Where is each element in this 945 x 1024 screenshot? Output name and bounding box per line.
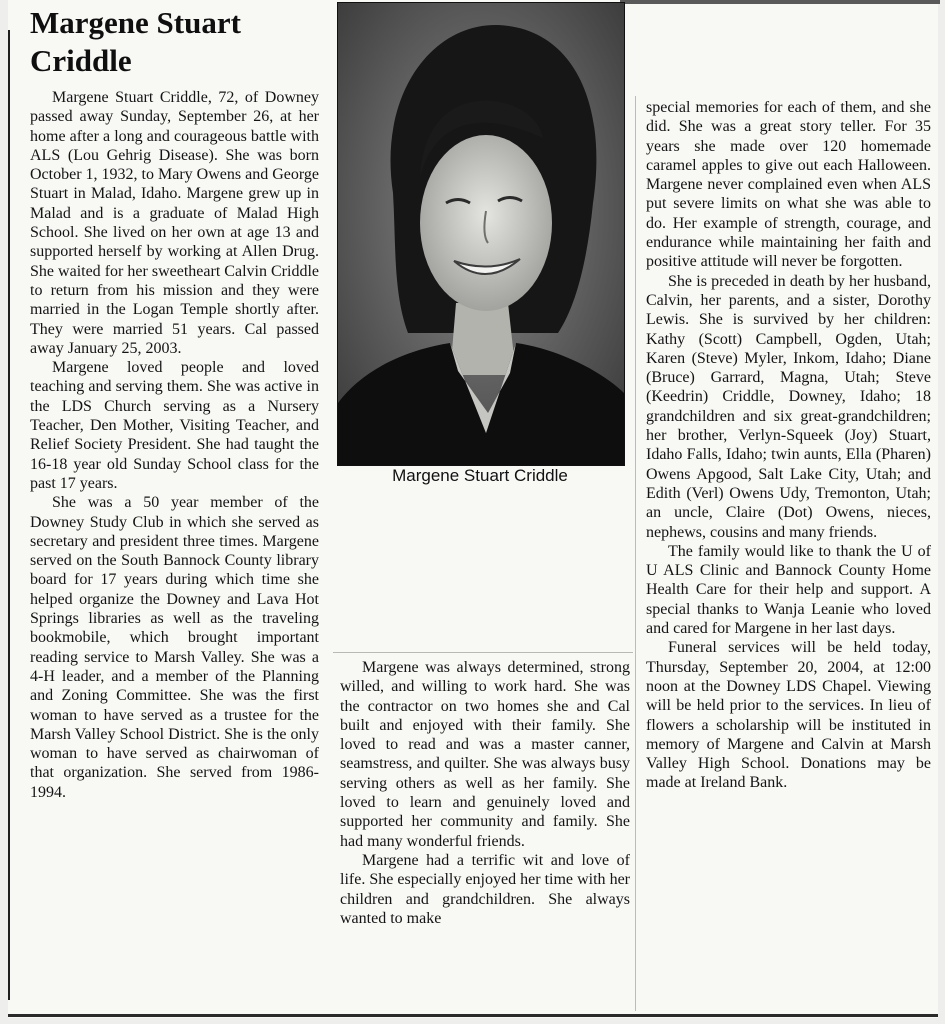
column-2 [340,658,630,928]
obituary-headline: Margene Stuart Criddle [30,5,241,78]
photo-caption: Margene Stuart Criddle [392,466,568,485]
paragraph: She is preceded in death by her husband, Calvin, her parents, and a sister, Dorothy Lewis. She is survived by her children: Kathy (Scott) Campbell, Ogden, Utah; Karen (Steve) Myler, Inkom, Idaho; Diane (Bruce) Garrard, Magna, Utah; Steve (Keedrin) Criddle, Downey, Idaho; 18 grandchildren and six great-grandchildren; her brother, Verlyn-Squeek (Joy) Stuart, Idaho Falls, Idaho; twin aunts, Ella (Pharen) Owens Apgood, Salt Lake City, Utah; and Edith (Verl) Owens Udy, Tremonton, Utah; an uncle, Claire (Dot) Owens, nieces, nephews, cousins and many friends. [646,272,931,541]
paragraph: She was a 50 year member of the Downey Study Club in which she served as secretary and president three times. Margene served on the South Bannock County library board for 17 years during which time she helped organize the Downey and Lava Hot Springs libraries as well as the traveling bookmobile, which brought important reading service to Marsh Valley. She was a 4-H leader, and a member of the Planning and Zoning Committee. She was the first woman to have served as a trustee for the Marsh Valley School District. She is the only woman to have served as chairwoman of that organization. She served from 1986-1994. [30,494,319,801]
scan-edge-bottom [8,1014,938,1017]
paragraph: Margene had a terrific wit and love of life. She especially enjoyed her time with her children and grandchildren. She always wanted to make [340,851,630,927]
portrait-photo [337,2,625,466]
paragraph: The family would like to thank the U of U ALS Clinic and Bannock County Home Health Care for their help and support. A special thanks to Wanja Leanie who loved and cared for Margene in her last days. [646,542,931,638]
scan-edge-top [620,0,940,4]
column-rule [635,96,636,1011]
paragraph: Margene loved people and loved teaching and serving them. She was active in the LDS Church serving as a Nursery Teacher, Den Mother, Visiting Teacher, and Relief Society President. She had taught the 16-18 year old Sunday School class for the past 17 years. [30,359,319,492]
paragraph: Margene Stuart Criddle, 72, of Downey passed away Sunday, September 26, at her home after a long and courageous battle with ALS (Lou Gehrig Disease). She was born October 1, 1932, to Mary Owens and George Stuart in Malad, Idaho. Margene grew up in Malad and is a graduate of Malad High School. She lived on her own at age 13 and supported herself by working at Allen Drug. She waited for her sweetheart Calvin Criddle to return from his mission and they were married in the Logan Temple shortly after. They were married 51 years. Cal passed away January 25, 2003. [30,89,319,357]
column-1 [30,88,319,802]
column-2-rule [333,652,633,657]
scan-edge-left [8,30,10,1000]
paragraph: Margene was always determined, strong willed, and willing to work hard. She was the contractor on two homes she and Cal built and enjoyed with their family. She loved to read and was a master canner, seamstress, and quilter. She was always busy serving others as well as her family. She loved to learn and genuinely loved and supported her community and family. She had many wonderful friends. [340,659,630,850]
paragraph-continuation: special memories for each of them, and she did. She was a great story teller. For 35 years she made over 120 homemade caramel apples to give out each Halloween. Margene never complained even when ALS put severe limits on what she was able to do. Her example of strength, courage, and endurance while maintaining her faith and positive attitude will never be forgotten. [646,99,931,271]
paragraph: Funeral services will be held today, Thursday, September 20, 2004, at 12:00 noon at the Downey LDS Chapel. Viewing will be held prior to the services. In lieu of flowers a scholarship will be instituted in memory of Margene and Calvin at Marsh Valley High School. Donations may be made at Ireland Bank. [646,639,931,792]
column-3 [646,98,931,793]
portrait-illustration [338,3,624,465]
